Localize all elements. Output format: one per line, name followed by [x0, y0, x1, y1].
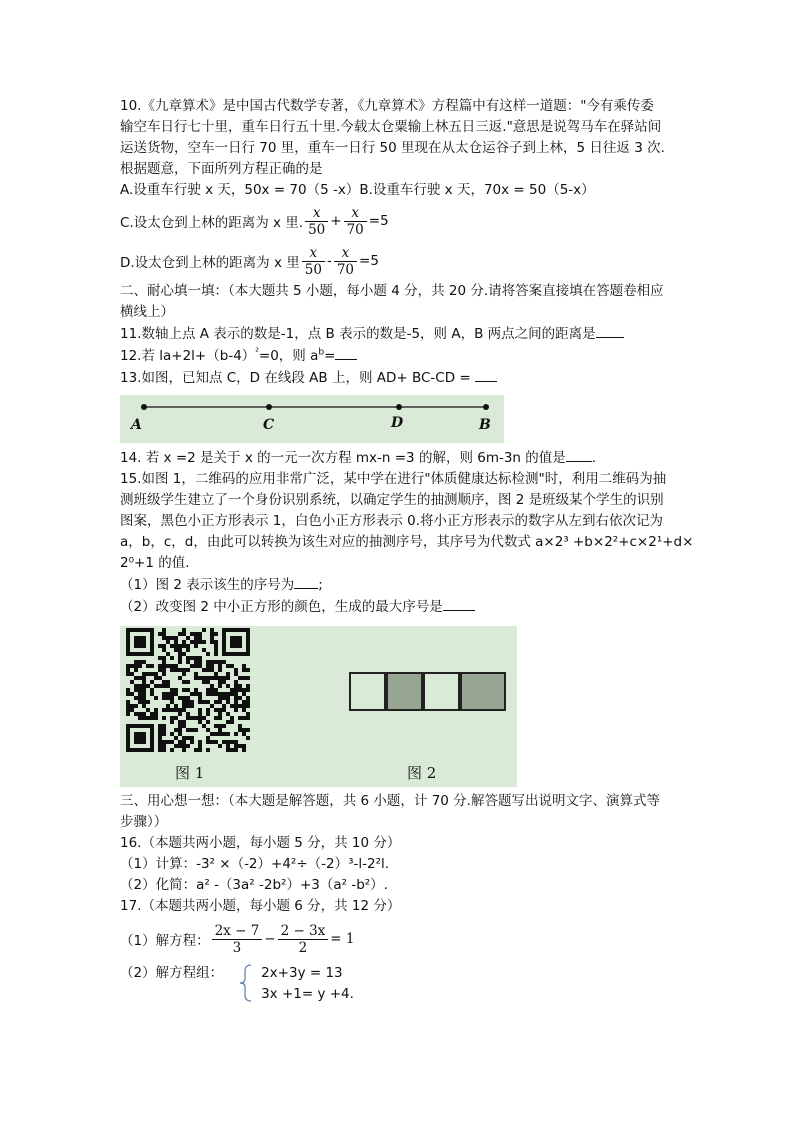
q14-text: 14. 若 x =2 是关于 x 的一元一次方程 mx-n =3 的解，则 6m-3n 的值是: [120, 450, 566, 466]
q12-text-a: 12.若 la+2l+（b-4）: [120, 348, 256, 364]
question-11: [120, 323, 680, 345]
q17-part-1: [120, 917, 680, 961]
question-12: [120, 345, 680, 367]
q15-line-1: 15.如图 1，二维码的应用非常广泛，某中学在进行"体质健康达标检测"时，利用二维码为抽: [120, 471, 667, 487]
q15-line-4: a，b，c，d，由此可以转换为该生对应的抽测序号，其序号为代数式 a×2³ +b×2²+c×2¹+d×: [120, 534, 694, 550]
answer-blank: [566, 447, 592, 462]
question-10: [120, 96, 680, 281]
q12-text-b: =0，则 a: [258, 348, 319, 364]
q10-line-4: 根据题意，下面所列方程正确的是: [120, 161, 323, 177]
q17-p1-label: （1）解方程：: [120, 933, 210, 949]
equals-text: =5: [359, 253, 379, 269]
q10-option-d: [120, 241, 680, 281]
q16-part-1: （1）计算：-3² ×（-2）+4²÷（-2）³-l-2²l.: [120, 856, 390, 872]
denominator: 70: [334, 261, 357, 278]
q17-title: 17.（本题共两小题，每小题 6 分，共 12 分）: [120, 898, 401, 914]
q13-text: 13.如图，已知点 C，D 在线段 AB 上，则 AD+ BC-CD =: [120, 370, 471, 386]
figure-2-caption: 图 2: [407, 764, 437, 782]
numerator: x: [351, 204, 359, 221]
option-d-text: D.设太仓到上林的距离为 x 里: [120, 255, 300, 271]
point-c-label: C: [263, 417, 275, 433]
square-4-black: [460, 672, 506, 711]
qr-code-image: [126, 628, 250, 752]
point-b-dot: [483, 404, 489, 410]
q15-sub1-text: （1）图 2 表示该生的序号为: [120, 577, 295, 593]
denominator: 50: [305, 221, 328, 238]
line-segment-figure: [120, 395, 504, 443]
numerator: 2x − 7: [214, 922, 260, 939]
q16-part-2: （2）化简：a² -（3a² -2b²）+3（a² -b²）.: [120, 877, 388, 893]
q15-line-2: 测班级学生建立了一个身份识别系统，以确定学生的抽测顺序，图 2 是班级某个学生的识别: [120, 492, 664, 508]
q10-line-2: 输空车日行七十里，重车日行五十里.今载太仓粟输上林五日三返."意思是说驾马车在驿站间: [120, 119, 662, 135]
fraction: [344, 205, 367, 238]
exam-page: [120, 96, 694, 1005]
q10-line-1: 10.《九章算术》是中国古代数学专著，《九章算术》方程篇中有这样一道题："今有乘传委: [120, 98, 654, 114]
answer-blank: [443, 596, 475, 611]
q14-end: .: [591, 450, 597, 466]
q15-line-3: 图案，黑色小正方形表示 1，白色小正方形表示 0.将小正方形表示的数字从左到右依次记为: [120, 513, 664, 529]
section-3-heading: 三、用心想一想：（本大题是解答题，共 6 小题，计 70 分.解答题写出说明文字、演算式等: [120, 793, 660, 809]
figure-1-caption: 图 1: [175, 764, 205, 782]
denominator: 50: [302, 261, 325, 278]
operator: +: [330, 213, 342, 229]
point-b-label: B: [479, 417, 491, 433]
fraction: [305, 205, 328, 238]
q10-options-ab: A.设重车行驶 x 天，50x = 70（5 -x）B.设重车行驶 x 天，70x = 50（5-x）: [120, 182, 595, 198]
numerator: x: [312, 204, 321, 221]
q11-text: 11.数轴上点 A 表示的数是-1，点 B 表示的数是-5，则 A，B 两点之间的距离是: [120, 326, 596, 342]
q12-exponent-b: b: [318, 347, 325, 358]
qr-figure: [120, 626, 517, 787]
denominator: 70: [344, 221, 367, 238]
denominator: 3: [212, 939, 263, 956]
q10-option-c: [120, 201, 680, 241]
equals-text: =5: [368, 213, 389, 229]
numerator: 2 − 3x: [280, 922, 326, 939]
square-3-white: [423, 672, 460, 711]
section-2-heading: 二、耐心填一填：（本大题共 5 小题，每小题 4 分，共 20 分.请将答案直接填在答题卷相应: [120, 283, 664, 299]
point-d-label: D: [391, 415, 404, 431]
q12-exponent: ²: [255, 347, 259, 358]
denominator: 2: [278, 939, 329, 956]
q15-sub-1: [120, 574, 680, 596]
section-3-heading-cont: 步骤））: [120, 814, 168, 830]
numerator: x: [341, 244, 350, 261]
question-15: [120, 469, 694, 618]
segment-diagram: [120, 395, 504, 443]
q12-text-c: =: [324, 348, 336, 364]
square-2-black: [386, 672, 423, 711]
question-14: [120, 447, 680, 469]
point-a-label: A: [131, 417, 142, 433]
brace-icon: [237, 963, 259, 1003]
section-2-heading-cont: 横线上）: [120, 304, 174, 320]
square-1-white: [349, 672, 386, 711]
q15-sub2-text: （2）改变图 2 中小正方形的颜色，生成的最大序号是: [120, 599, 443, 615]
q10-line-3: 运送货物，空车一日行 70 里，重车一日行 50 里现在从太仓运谷子到上林，5 日往返 3 次.: [120, 140, 665, 156]
fraction: [334, 245, 357, 278]
fraction: [302, 245, 325, 278]
answer-blank: [475, 367, 497, 382]
q15-sub1-end: ;: [318, 577, 323, 593]
fraction: [278, 923, 329, 956]
numerator: x: [309, 244, 318, 261]
q16-title: 16.（本题共两小题，每小题 5 分，共 10 分）: [120, 835, 401, 851]
fraction: [212, 923, 263, 956]
answer-blank: [596, 323, 624, 338]
answer-blank: [294, 574, 318, 589]
point-d-dot: [396, 404, 402, 410]
operator: −: [264, 931, 276, 947]
answer-blank: [335, 345, 357, 360]
q15-sub-2: [120, 596, 680, 618]
point-a-dot: [141, 404, 147, 410]
q17-p2-label: （2）解方程组：: [120, 965, 224, 981]
q17-part-2: [120, 963, 680, 1005]
equation-2: 3x +1= y +4.: [261, 986, 354, 1002]
equation-system: [261, 963, 354, 1005]
question-13: [120, 367, 680, 389]
operator: -: [326, 253, 332, 269]
q15-line-5: 2⁰+1 的值.: [120, 555, 190, 571]
equation-1: 2x+3y = 13: [261, 965, 343, 981]
equation-rhs: = 1: [330, 931, 355, 947]
point-c-dot: [266, 404, 272, 410]
option-c-text: C.设太仓到上林的距离为 x 里.: [120, 215, 304, 231]
